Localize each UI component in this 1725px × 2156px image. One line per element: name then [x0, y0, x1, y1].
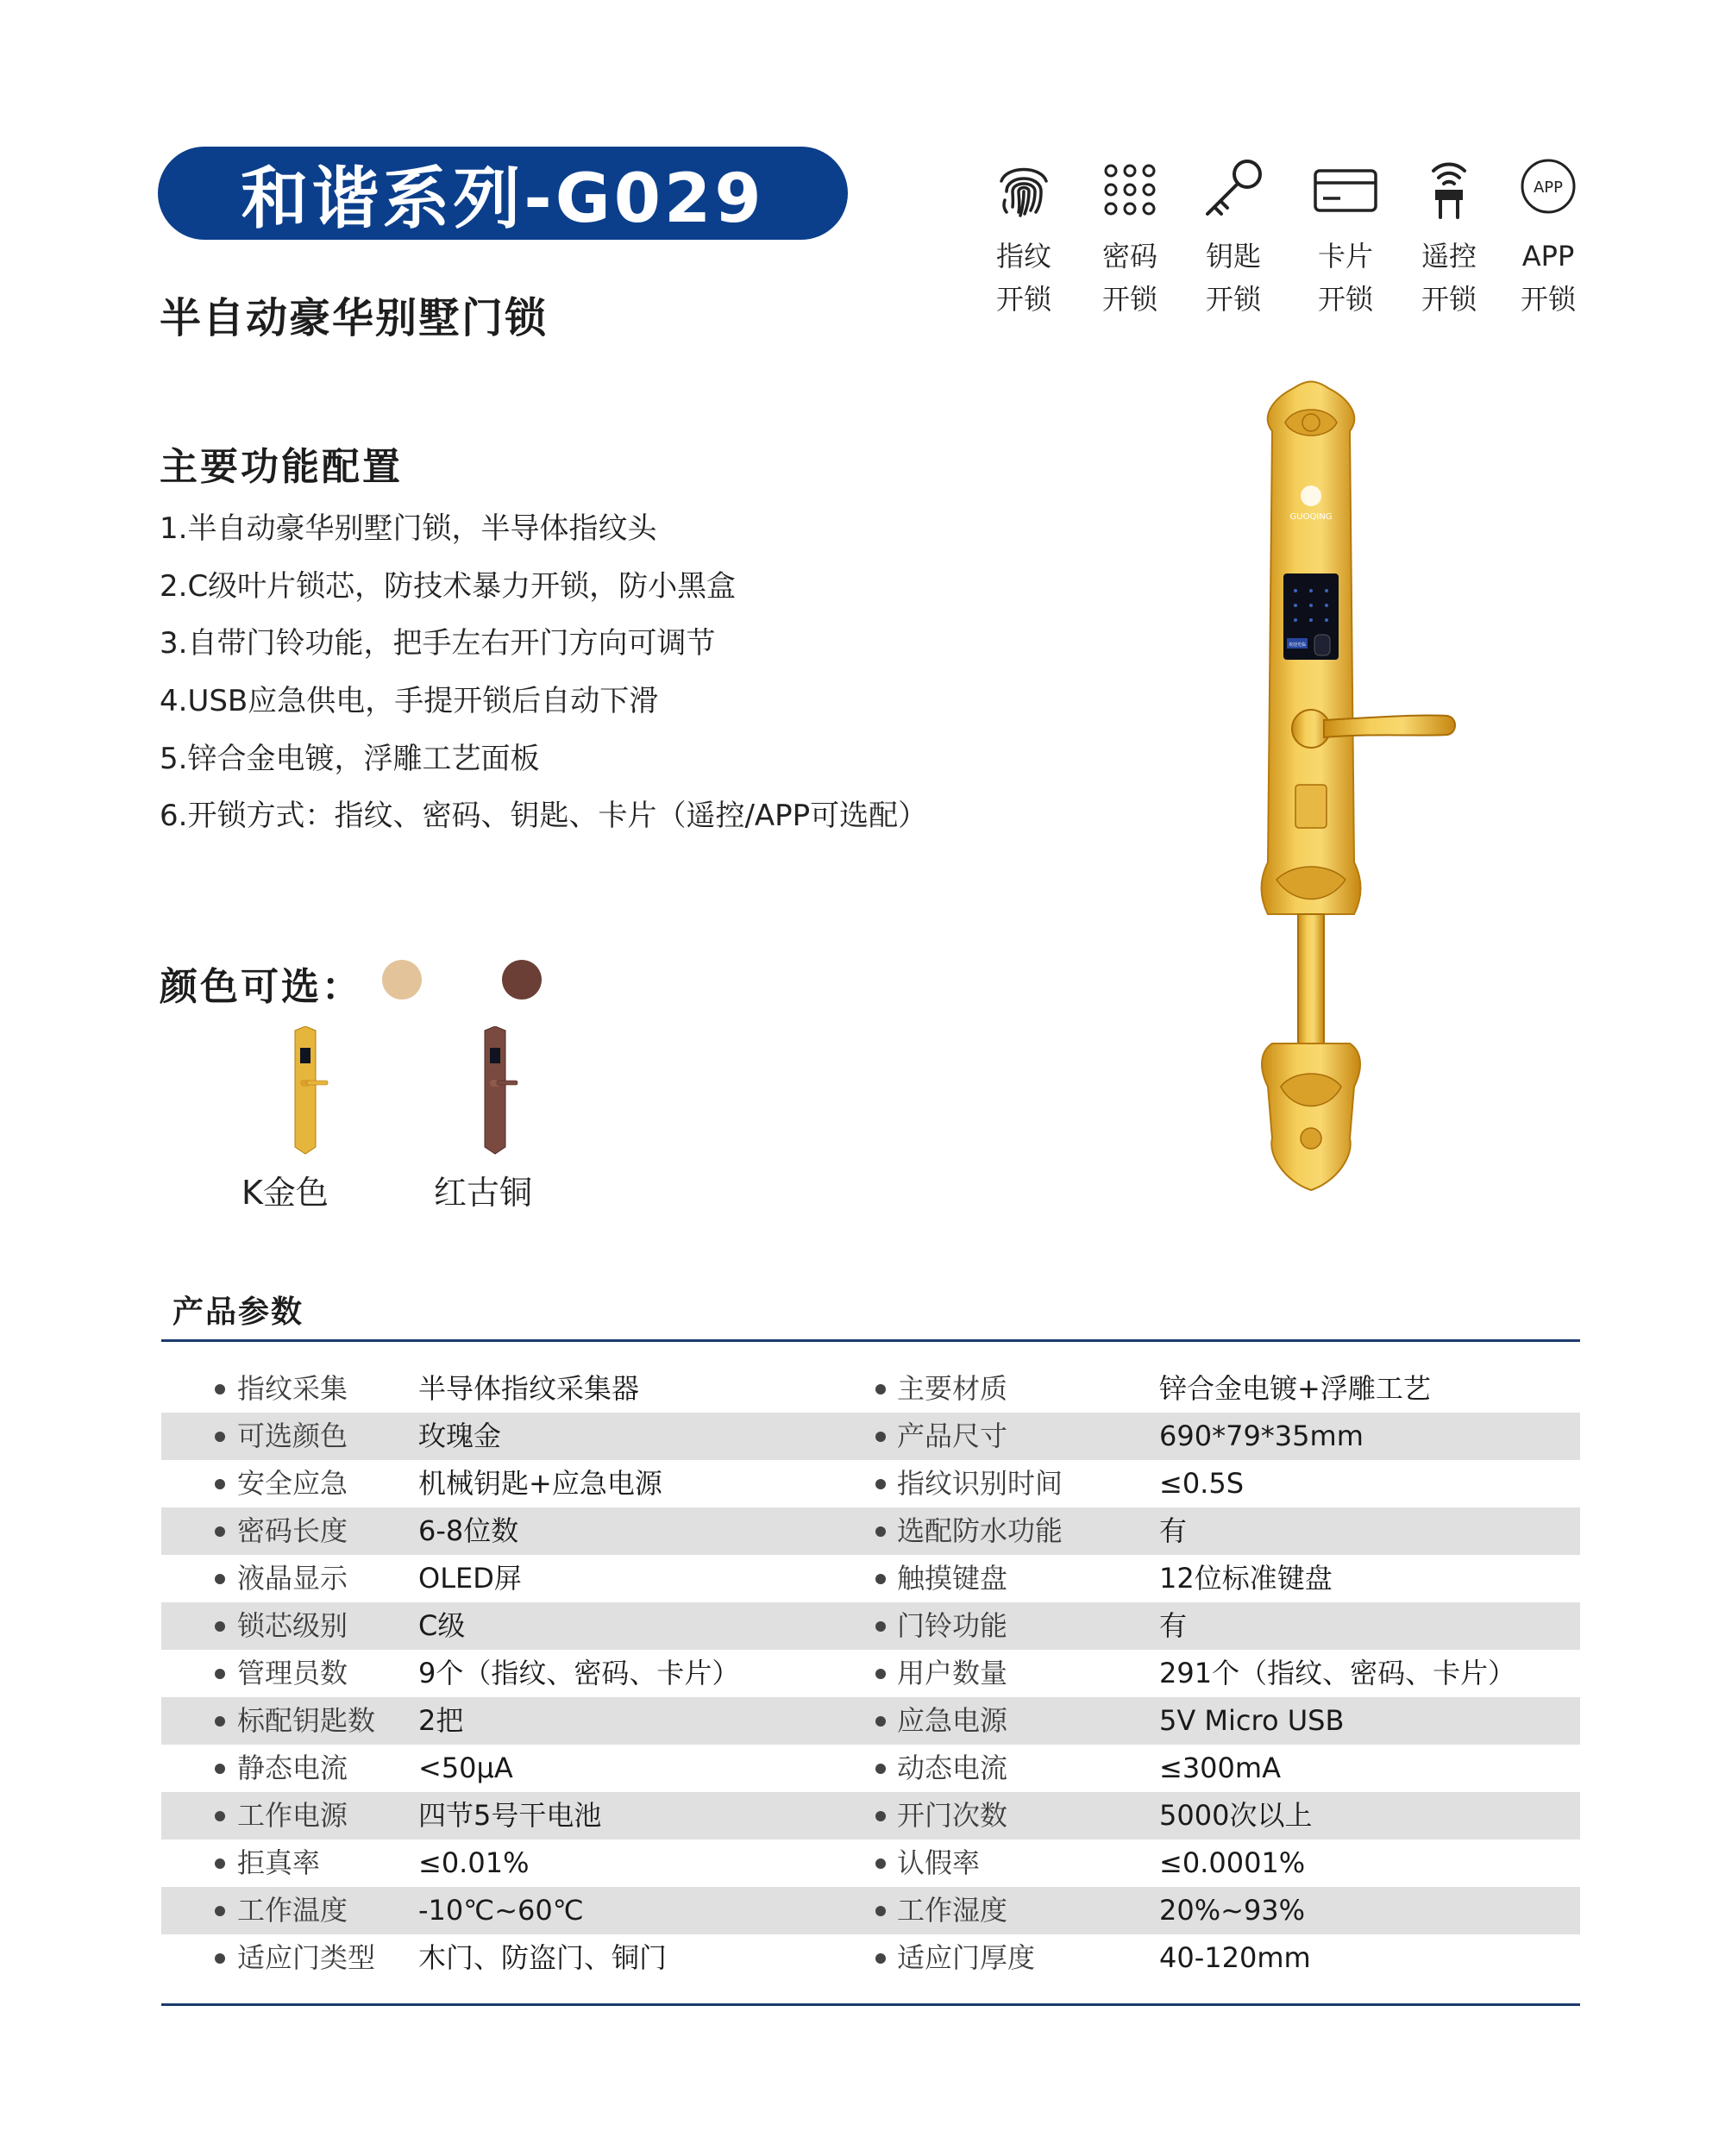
param-row [161, 1650, 1580, 1697]
param-key: 液晶显示 [237, 1562, 348, 1595]
product-lock-image [1225, 379, 1484, 1199]
param-key: 锁芯级别 [237, 1609, 348, 1642]
param-value: 有 [1159, 1609, 1188, 1642]
param-value: 有 [1159, 1514, 1188, 1547]
unlock-method-remote [1402, 155, 1496, 321]
param-value: 2把 [418, 1704, 464, 1737]
param-key: 工作湿度 [897, 1894, 1008, 1927]
unlock-label: 指纹 [995, 240, 1051, 273]
feature-item: 5.锌合金电镀，浮雕工艺面板 [160, 742, 540, 776]
feature-item: 3.自带门铃功能，把手左右开门方向可调节 [160, 626, 716, 661]
param-key: 用户数量 [897, 1657, 1008, 1689]
brand-logo-icon [1301, 486, 1321, 506]
param-value: 690*79*35mm [1159, 1420, 1364, 1452]
keypad-icon [1095, 155, 1164, 224]
param-row [161, 1460, 1580, 1507]
param-key: 适应门类型 [237, 1941, 376, 1974]
bullet-icon [875, 1574, 886, 1584]
unlock-method-card [1298, 155, 1393, 321]
bullet-icon [215, 1574, 225, 1584]
param-key: 开门次数 [897, 1799, 1008, 1832]
bullet-icon [215, 1716, 225, 1727]
unlock-method-app [1501, 155, 1596, 321]
param-value: 锌合金电镀+浮雕工艺 [1159, 1372, 1431, 1405]
param-key: 工作温度 [237, 1894, 348, 1927]
unlock-label: APP [1521, 240, 1575, 273]
param-value: ≤0.01% [418, 1846, 530, 1879]
param-row [161, 1887, 1580, 1934]
param-row [161, 1555, 1580, 1602]
feature-item: 6.开锁方式：指纹、密码、钥匙、卡片（遥控/APP可选配） [160, 799, 928, 833]
param-row [161, 1507, 1580, 1555]
features-title: 主要功能配置 [160, 445, 403, 489]
param-value: OLED屏 [418, 1562, 522, 1595]
params-top-divider [161, 1339, 1580, 1342]
bullet-icon [215, 1906, 225, 1916]
bullet-icon [875, 1858, 886, 1869]
fingerprint-sensor [1314, 635, 1330, 655]
feature-item: 2.C级叶片锁芯，防技术暴力开锁，防小黑盒 [160, 569, 737, 604]
bullet-icon [875, 1621, 886, 1632]
bullet-icon [875, 1764, 886, 1774]
param-value: 6-8位数 [418, 1514, 519, 1547]
bullet-icon [875, 1811, 886, 1821]
color-swatch-gold [382, 960, 422, 1000]
param-row [161, 1602, 1580, 1650]
bullet-icon [875, 1906, 886, 1916]
param-value: 20%~93% [1159, 1894, 1306, 1927]
param-value: C级 [418, 1609, 466, 1642]
param-key: 指纹识别时间 [897, 1467, 1063, 1500]
param-value: 半导体指纹采集器 [418, 1372, 640, 1405]
bullet-icon [875, 1669, 886, 1679]
unlock-label-2: 开锁 [1421, 283, 1477, 316]
param-key: 工作电源 [237, 1799, 348, 1832]
param-row [161, 1934, 1580, 1982]
unlock-label-2: 开锁 [1520, 283, 1576, 316]
bullet-icon [875, 1953, 886, 1964]
param-row [161, 1792, 1580, 1839]
bullet-icon [215, 1669, 225, 1679]
unlock-label: 密码 [1101, 240, 1157, 273]
params-bottom-divider [161, 2003, 1580, 2006]
param-row [161, 1413, 1580, 1460]
fingerprint-icon [989, 155, 1058, 224]
brand-name: GUOQING [1289, 512, 1333, 522]
product-subtitle: 半自动豪华别墅门锁 [160, 294, 549, 342]
param-key: 安全应急 [237, 1467, 348, 1500]
bullet-icon [215, 1811, 225, 1821]
param-value: -10℃~60℃ [418, 1894, 584, 1927]
unlock-label-2: 开锁 [1101, 283, 1157, 316]
param-row [161, 1697, 1580, 1745]
pull-handle [1298, 914, 1324, 1044]
param-value: 木门、防盗门、铜门 [418, 1941, 668, 1974]
card-icon [1311, 155, 1380, 224]
unlock-label-2: 开锁 [1317, 283, 1373, 316]
param-value: 四节5号干电池 [418, 1799, 602, 1832]
param-key: 静态电流 [237, 1752, 348, 1784]
bullet-icon [215, 1953, 225, 1964]
unlock-method-fingerprint [976, 155, 1071, 321]
param-row [161, 1745, 1580, 1792]
variant-label-bronze: 红古铜 [434, 1174, 533, 1212]
param-key: 认假率 [897, 1846, 981, 1879]
param-value: 5V Micro USB [1159, 1704, 1345, 1737]
bullet-icon [215, 1858, 225, 1869]
colors-title: 颜色可选： [160, 965, 362, 1009]
param-key: 标配钥匙数 [237, 1704, 376, 1737]
param-value: ≤0.5S [1159, 1467, 1245, 1500]
series-title: 和谐系列-G029 [241, 160, 765, 238]
param-row [161, 1839, 1580, 1887]
param-key: 管理员数 [237, 1657, 348, 1689]
remote-icon [1414, 155, 1484, 224]
color-swatch-bronze [502, 960, 542, 1000]
param-value: <50μA [418, 1752, 513, 1784]
unlock-method-password [1082, 155, 1177, 321]
bullet-icon [215, 1764, 225, 1774]
unlock-label-2: 开锁 [1205, 283, 1261, 316]
bullet-icon [875, 1526, 886, 1537]
param-value: 12位标准键盘 [1159, 1562, 1333, 1595]
param-key: 门铃功能 [897, 1609, 1008, 1642]
param-value: 机械钥匙+应急电源 [418, 1467, 662, 1500]
bullet-icon [215, 1526, 225, 1537]
param-key: 产品尺寸 [897, 1420, 1008, 1452]
param-value: ≤0.0001% [1159, 1846, 1306, 1879]
variant-lock-gold [283, 1026, 335, 1156]
param-value: ≤300mA [1159, 1752, 1281, 1784]
oled-screen-text: 欢迎光临 [1288, 642, 1307, 648]
bullet-icon [215, 1384, 225, 1395]
param-value: 玫瑰金 [418, 1420, 502, 1452]
unlock-method-key [1186, 155, 1281, 321]
param-key: 触摸键盘 [897, 1562, 1008, 1595]
param-value: 9个（指纹、密码、卡片） [418, 1657, 740, 1689]
bullet-icon [215, 1621, 225, 1632]
unlock-label: 遥控 [1421, 240, 1477, 273]
param-key: 适应门厚度 [897, 1941, 1036, 1974]
unlock-label-2: 开锁 [995, 283, 1051, 316]
app-icon [1514, 155, 1583, 224]
param-key: 应急电源 [897, 1704, 1008, 1737]
params-title: 产品参数 [172, 1294, 304, 1330]
unlock-label: 钥匙 [1205, 240, 1261, 273]
param-value: 40-120mm [1159, 1941, 1311, 1974]
bullet-icon [875, 1479, 886, 1489]
feature-item: 4.USB应急供电，手提开锁后自动下滑 [160, 684, 659, 718]
variant-label-gold: K金色 [242, 1174, 329, 1212]
param-key: 指纹采集 [237, 1372, 348, 1405]
param-key: 主要材质 [897, 1372, 1008, 1405]
app-icon-text: APP [1533, 179, 1564, 197]
param-key: 选配防水功能 [897, 1514, 1063, 1547]
feature-item: 1.半自动豪华别墅门锁，半导体指纹头 [160, 511, 657, 546]
variant-lock-bronze [473, 1026, 524, 1156]
bullet-icon [215, 1432, 225, 1442]
param-row [161, 1365, 1580, 1413]
param-key: 密码长度 [237, 1514, 348, 1547]
series-title-banner [158, 147, 848, 240]
bullet-icon [875, 1384, 886, 1395]
bullet-icon [875, 1432, 886, 1442]
param-value: 291个（指纹、密码、卡片） [1159, 1657, 1516, 1689]
lever-handle [1324, 715, 1455, 737]
param-value: 5000次以上 [1159, 1799, 1313, 1832]
bullet-icon [215, 1479, 225, 1489]
param-key: 动态电流 [897, 1752, 1008, 1784]
unlock-label: 卡片 [1317, 240, 1373, 273]
bullet-icon [875, 1716, 886, 1727]
param-key: 拒真率 [237, 1846, 321, 1879]
param-key: 可选颜色 [237, 1420, 348, 1452]
key-icon [1199, 155, 1268, 224]
